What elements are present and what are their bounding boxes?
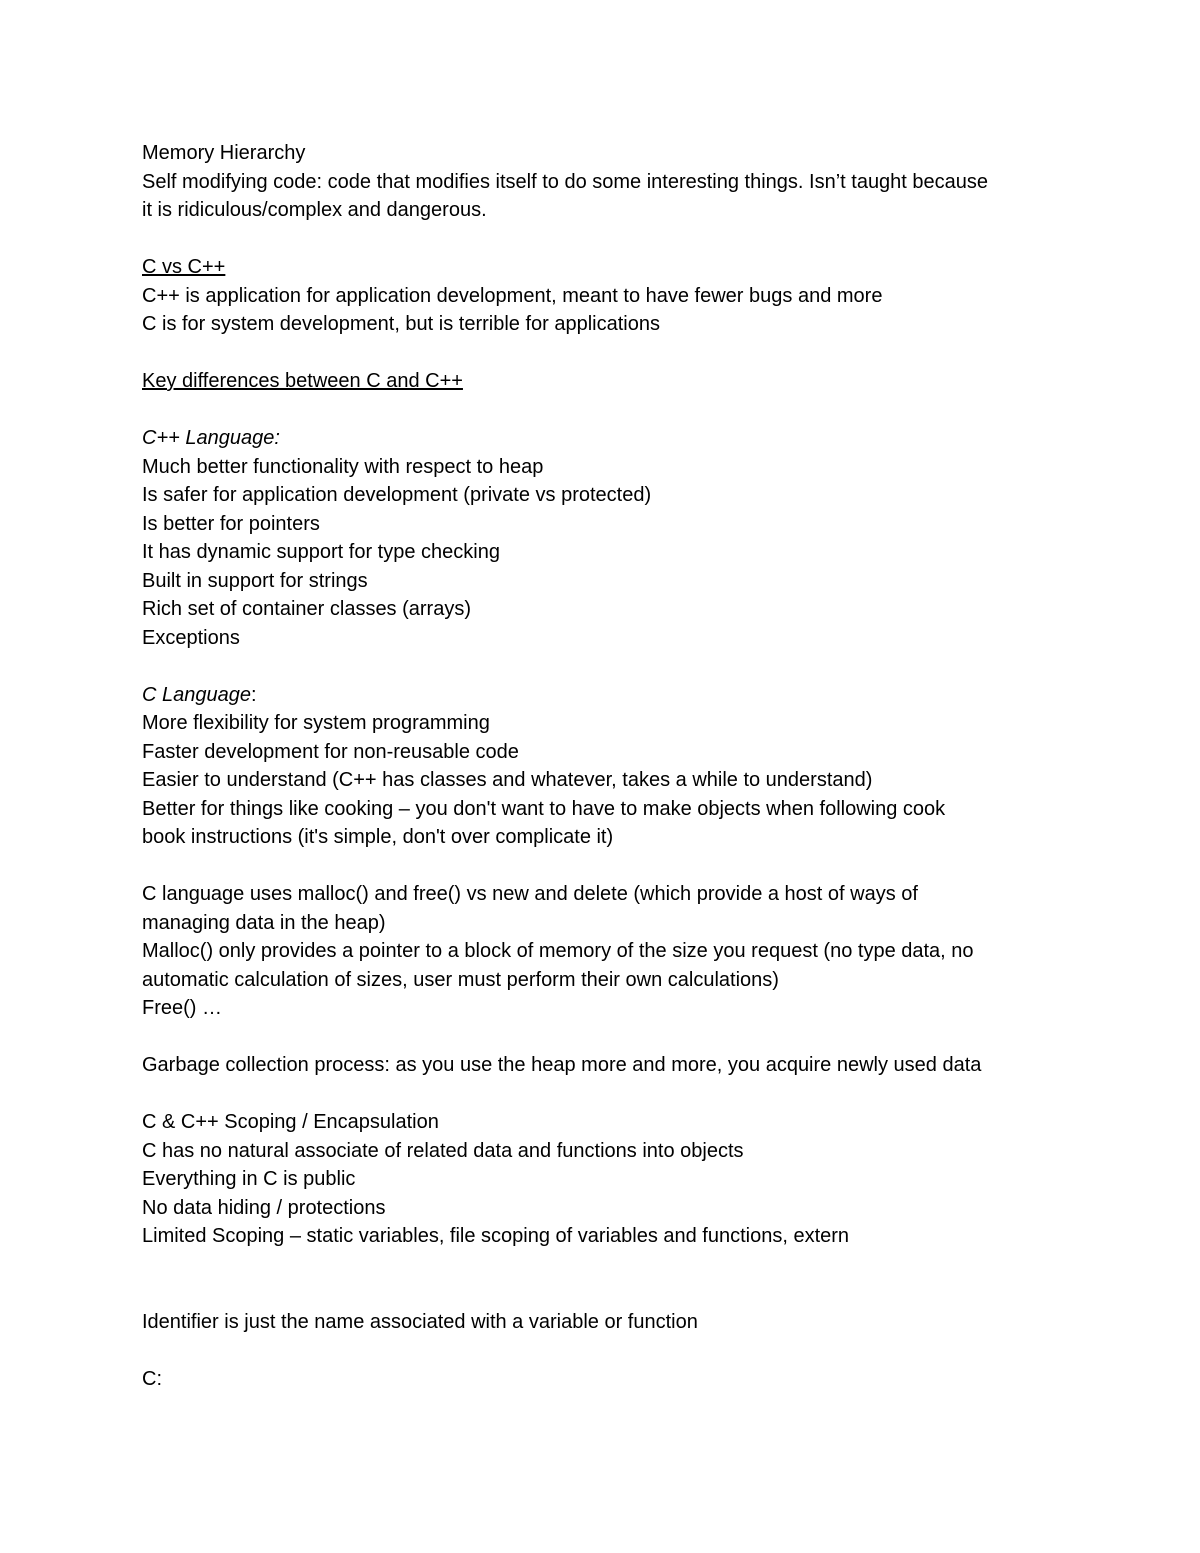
cpp-point-exceptions: Exceptions <box>142 626 240 649</box>
heading-c-language <box>142 681 1082 710</box>
blank-line <box>142 1080 1082 1109</box>
scoping-point-no-hiding: No data hiding / protections <box>142 1196 386 1219</box>
document-page <box>142 139 1082 1393</box>
c-point-cooking-line-1: Better for things like cooking – you don't want to have to make objects when following cook <box>142 797 946 820</box>
c-point-flexibility: More flexibility for system programming <box>142 712 490 734</box>
heading-c-language-text: C Language <box>142 683 251 706</box>
malloc-pointer-line-2: automatic calculation of sizes, user must perform their own calculations) <box>142 968 779 991</box>
heading-memory-hierarchy: Memory Hierarchy <box>142 142 306 164</box>
free-line: Free() … <box>142 997 222 1019</box>
self-modifying-code-line-1: Self modifying code: code that modifies itself to do some interesting things. Isn’t taught because <box>142 170 989 193</box>
blank-line <box>142 339 1082 368</box>
c-point-faster: Faster development for non-reusable code <box>142 740 519 763</box>
c-label-line: C: <box>142 1367 162 1390</box>
cpp-application-line: C++ is application for application development, meant to have fewer bugs and more <box>142 284 883 307</box>
cpp-point-strings: Built in support for strings <box>142 569 368 592</box>
blank-line <box>142 1336 1082 1365</box>
cpp-point-pointers: Is better for pointers <box>142 512 320 535</box>
heading-c-vs-cpp <box>142 253 1082 282</box>
blank-line <box>142 1251 1082 1280</box>
cpp-point-heap: Much better functionality with respect to heap <box>142 455 544 478</box>
c-point-cooking-line-2: book instructions (it's simple, don't over complicate it) <box>142 826 614 848</box>
cpp-point-type-checking: It has dynamic support for type checking <box>142 541 500 563</box>
blank-line <box>142 852 1082 881</box>
heading-scoping-encapsulation: C & C++ Scoping / Encapsulation <box>142 1111 439 1133</box>
blank-line <box>142 652 1082 681</box>
c-system-line: C is for system development, but is terrible for applications <box>142 313 660 335</box>
cpp-point-safer: Is safer for application development (private vs protected) <box>142 484 652 506</box>
cpp-point-containers: Rich set of container classes (arrays) <box>142 598 472 620</box>
blank-line <box>142 1023 1082 1052</box>
malloc-pointer-line-1: Malloc() only provides a pointer to a block of memory of the size you request (no type data, no <box>142 940 974 962</box>
blank-line <box>142 1279 1082 1308</box>
heading-cpp-language: C++ Language: <box>142 427 280 449</box>
c-point-easier: Easier to understand (C++ has classes and whatever, takes a while to understand) <box>142 769 873 791</box>
blank-line <box>142 396 1082 425</box>
garbage-collection-line: Garbage collection process: as you use the heap more and more, you acquire newly used data <box>142 1054 982 1076</box>
heading-c-vs-cpp-text: C vs C++ <box>142 256 226 278</box>
heading-c-language-colon: : <box>250 683 257 706</box>
identifier-line: Identifier is just the name associated with a variable or function <box>142 1310 698 1333</box>
malloc-free-line-1: C language uses malloc() and free() vs new and delete (which provide a host of ways of <box>142 883 918 905</box>
heading-key-differences-text: Key differences between C and C++ <box>142 370 463 392</box>
scoping-point-no-association: C has no natural associate of related data and functions into objects <box>142 1139 744 1162</box>
self-modifying-code-line-2: it is ridiculous/complex and dangerous. <box>142 199 487 221</box>
scoping-point-public: Everything in C is public <box>142 1168 356 1190</box>
heading-key-differences <box>142 367 1082 396</box>
malloc-free-line-2: managing data in the heap) <box>142 911 386 934</box>
blank-line <box>142 225 1082 254</box>
scoping-point-limited: Limited Scoping – static variables, file scoping of variables and functions, extern <box>142 1225 850 1247</box>
